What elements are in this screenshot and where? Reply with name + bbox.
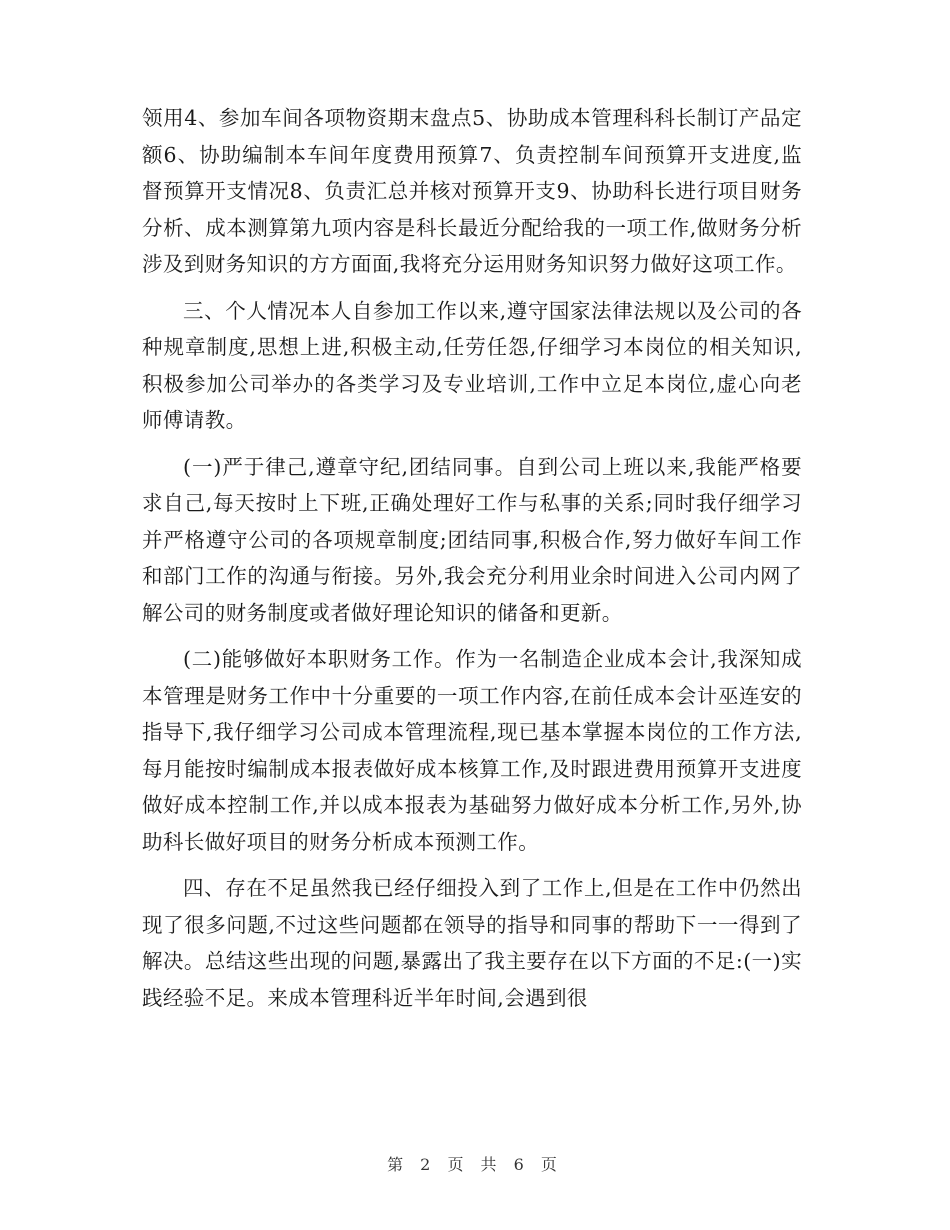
document-body [142,100,802,1016]
paragraph-continuation: 领用4、参加车间各项物资期末盘点5、协助成本管理科科长制订产品定额6、协助编制本车间年度费用预算7、负责控制车间预算开支进度,监督预算开支情况8、负责汇总并核对预算开支9、协助科长进行项目财务分析、成本测算第九项内容是科长最近分配给我的一项工作,做财务分析涉及到财务知识的方方面面,我将充分运用财务知识努力做好这项工作。 [142,106,802,276]
paragraph-section-three: 三、个人情况本人自参加工作以来,遵守国家法律法规以及公司的各种规章制度,思想上进,积极主动,任劳任怨,仔细学习本岗位的相关知识,积极参加公司举办的各类学习及专业培训,工作中立足本岗位,虚心向老师傅请教。 [142,298,802,432]
paragraph-subsection-one: (一)严于律己,遵章守纪,团结同事。自到公司上班以来,我能严格要求自己,每天按时上下班,正确处理好工作与私事的关系;同时我仔细学习并严格遵守公司的各项规章制度;团结同事,积极合作,努力做好车间工作和部门工作的沟通与衔接。另外,我会充分利用业余时间进入公司内网了解公司的财务制度或者做好理论知识的储备和更新。 [142,454,802,625]
page-number-footer: 第 2 页 共 6 页 [387,1155,563,1174]
paragraph-section-four: 四、存在不足虽然我已经仔细投入到了工作上,但是在工作中仍然出现了很多问题,不过这些问题都在领导的指导和同事的帮助下一一得到了解决。总结这些出现的问题,暴露出了我主要存在以下方面的不足:(一)实践经验不足。来成本管理科近半年时间,会遇到很 [142,876,802,1010]
paragraph-subsection-two: (二)能够做好本职财务工作。作为一名制造企业成本会计,我深知成本管理是财务工作中十分重要的一项工作内容,在前任成本会计巫连安的指导下,我仔细学习公司成本管理流程,现已基本掌握本岗位的工作方法,每月能按时编制成本报表做好成本核算工作,及时跟进费用预算开支进度做好成本控制工作,并以成本报表为基础努力做好成本分析工作,另外,协助科长做好项目的财务分析成本预测工作。 [142,647,802,854]
